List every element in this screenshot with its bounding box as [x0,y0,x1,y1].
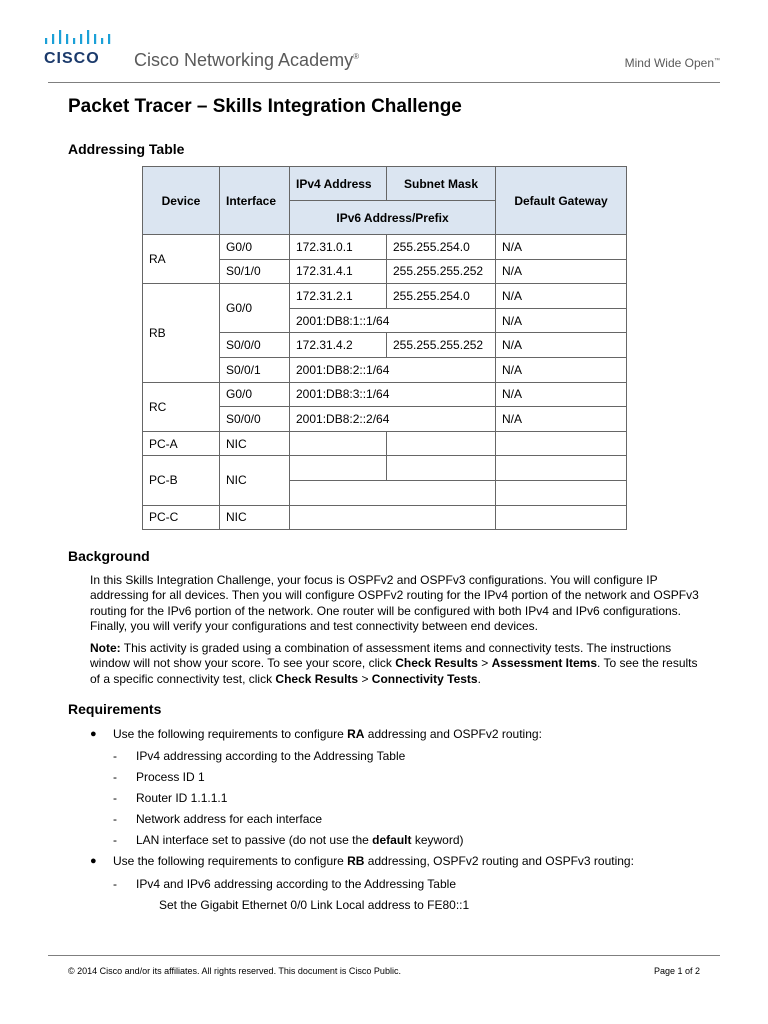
header-ipv6: IPv6 Address/Prefix [290,201,496,235]
gateway-cell [496,431,627,456]
ipv6-cell: 2001:DB8:3::1/64 [290,382,496,407]
cisco-wordmark: CISCO [44,50,100,67]
academy-title: Cisco Networking Academy® [134,50,359,70]
mask-cell: 255.255.255.252 [387,333,496,358]
page-title: Packet Tracer – Skills Integration Challenge [68,96,462,117]
footer-divider [48,955,720,956]
list-item: IPv4 addressing according to the Addressing Table [136,749,406,763]
dash-icon: - [113,812,117,826]
table-row [143,456,627,481]
ip-cell [290,456,387,481]
interface-cell: S0/1/0 [220,259,290,284]
dash-icon: - [113,749,117,763]
cisco-logo [44,30,114,67]
dash-icon: - [113,770,117,784]
table-row [143,431,627,456]
gateway-cell: N/A [496,333,627,358]
gateway-cell: N/A [496,382,627,407]
page-header [0,0,768,90]
addressing-table [142,166,627,530]
ipv6-cell: 2001:DB8:2::2/64 [290,407,496,432]
addressing-heading: Addressing Table [68,141,185,157]
gateway-cell: N/A [496,357,627,382]
dash-icon: - [113,791,117,805]
interface-cell: NIC [220,505,290,530]
gateway-cell: N/A [496,308,627,333]
dash-icon: - [113,877,117,891]
interface-cell: S0/0/1 [220,357,290,382]
device-cell: PC-C [143,505,220,530]
interface-cell: NIC [220,431,290,456]
table-row [143,382,627,407]
list-item: IPv4 and IPv6 addressing according to the Addressing Table [136,877,456,891]
header-gateway: Default Gateway [496,167,627,235]
device-cell: PC-A [143,431,220,456]
header-device: Device [143,167,220,235]
ipv6-cell: 2001:DB8:2::1/64 [290,357,496,382]
gateway-cell [496,505,627,530]
table-row [143,505,627,530]
note-paragraph: Note: This activity is graded using a combination of assessment items and connectivity tests. The instructions window will not show your score. To see your score, click Check Results > Assessment Items. To see the results of a specific connectivity test, click Check Results > Connectivity Tests. [90,641,698,686]
list-item-sub: Set the Gigabit Ethernet 0/0 Link Local address to FE80::1 [159,898,470,912]
gateway-cell: N/A [496,259,627,284]
gateway-cell [496,456,627,481]
ipv6-cell [290,480,496,505]
gateway-cell: N/A [496,407,627,432]
gateway-cell: N/A [496,235,627,260]
device-cell: PC-B [143,456,220,505]
table-row [143,235,627,260]
interface-cell: NIC [220,456,290,505]
ip-cell: 172.31.4.2 [290,333,387,358]
header-divider [48,82,720,83]
header-subnet-mask: Subnet Mask [387,167,496,201]
ipv6-cell [290,505,496,530]
bullet-icon: ● [90,855,97,867]
interface-cell: G0/0 [220,235,290,260]
background-paragraph: In this Skills Integration Challenge, your focus is OSPFv2 and OSPFv3 configurations. You will configure IP addressing for all devices. Then you will configure OSPFv2 routing for the IPv4 portion of the network and OSPFv3 routing for the IPv6 portion of the network. One router will be configured with both IPv4 and IPv6 configurations. Finally, you will verify your configurations and test connectivity between end devices. [90,573,699,633]
device-cell: RC [143,382,220,431]
interface-cell: S0/0/0 [220,407,290,432]
ip-cell: 172.31.2.1 [290,284,387,309]
dash-icon: - [113,833,117,847]
device-cell: RA [143,235,220,284]
ipv6-cell: 2001:DB8:1::1/64 [290,308,496,333]
page-number: Page 1 of 2 [653,966,700,976]
requirements-heading: Requirements [68,701,162,717]
mask-cell [387,456,496,481]
footer-copyright: © 2014 Cisco and/or its affiliates. All rights reserved. This document is Cisco Public. [68,966,401,976]
list-item: Process ID 1 [136,770,205,784]
gateway-cell [496,480,627,505]
interface-cell: S0/0/0 [220,333,290,358]
interface-cell: G0/0 [220,382,290,407]
ip-cell: 172.31.0.1 [290,235,387,260]
mask-cell: 255.255.254.0 [387,235,496,260]
ra-requirement: Use the following requirements to configure RA addressing and OSPFv2 routing: [113,727,542,741]
bullet-icon: ● [90,728,97,740]
gateway-cell: N/A [496,284,627,309]
ip-cell: 172.31.4.1 [290,259,387,284]
interface-cell: G0/0 [220,284,290,333]
header-ipv4: IPv4 Address [290,167,387,201]
list-item: Router ID 1.1.1.1 [136,791,228,805]
mask-cell: 255.255.254.0 [387,284,496,309]
ip-cell [290,431,387,456]
device-cell: RB [143,284,220,382]
list-item: Network address for each interface [136,812,323,826]
header-interface: Interface [220,167,290,235]
mask-cell [387,431,496,456]
table-row [143,284,627,309]
tagline: Mind Wide Open™ [624,56,720,70]
cisco-bridge-icon [44,30,114,48]
mask-cell: 255.255.255.252 [387,259,496,284]
background-heading: Background [68,548,150,564]
list-item: LAN interface set to passive (do not use the default keyword) [136,833,464,847]
rb-requirement: Use the following requirements to configure RB addressing, OSPFv2 routing and OSPFv3 routing: [113,854,634,868]
